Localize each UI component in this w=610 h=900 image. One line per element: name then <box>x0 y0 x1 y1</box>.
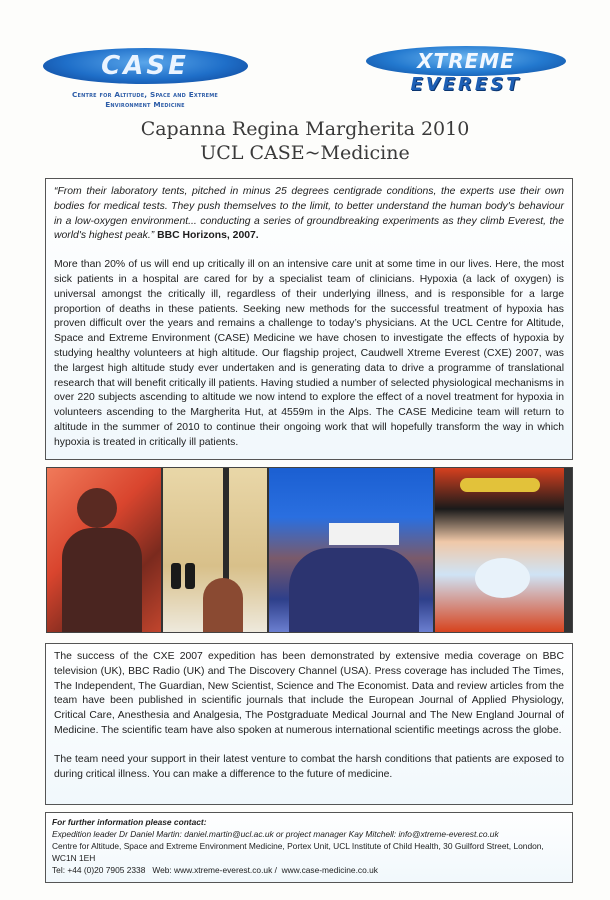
contact-tel-web: Tel: +44 (0)20 7905 2338 Web: www.xtreme-everest.co.uk / www.case-medicine.co.uk <box>52 865 378 875</box>
quote-source: BBC Horizons, 2007. <box>157 230 259 242</box>
case-subtitle-line2: Environment Medicine <box>105 100 185 109</box>
case-subtitle-line1: Centre for Altitude, Space and Extreme <box>71 90 219 99</box>
media-box <box>45 643 573 805</box>
title-line2: UCL CASE~Medicine <box>200 142 410 164</box>
xtreme-wordmark: XTREME <box>417 49 515 73</box>
photo-researcher-in-tent <box>47 468 161 632</box>
xtreme-everest-logo <box>362 46 570 95</box>
contact-heading: For further information please contact: <box>52 817 207 827</box>
contact-box <box>45 812 573 883</box>
photo-lab-sample-tubes <box>163 468 267 632</box>
intro-box <box>45 178 573 460</box>
photo-climber-oxygen-mask <box>435 468 564 632</box>
photo-summit-team-banner <box>269 468 433 632</box>
intro-body: More than 20% of us will end up critically ill on an intensive care unit at some time in our lives. Here, the most sick patients in a hospital are cared for by a specialist team of clinicians. Hypoxia (a lack of oxygen) is universal amongst the critically ill, regardless of their underlying illness, and is responsible for a large proportion of deaths in these patients. Seeking new methods for the successful treatment of hypoxia has proven difficult over the years and remains a challenge to today’s physicians. At the UCL Centre for Altitude, Space and Extreme Environment (CASE) Medicine we have chosen to investigate the effects of hypoxia by studying healthy volunteers at high altitude. Our flagship project, Caudwell Xtreme Everest (CXE) 2007, was the largest high altitude study ever undertaken and is generating data to drive a programme of translational research that will benefit critically ill patients. Having studied a number of selected physiological mechanisms in over 220 subjects ascending to altitude we now intend to explore the effect of a novel treatment for hypoxia in volunteers ascending to the Margherita Hut, at 4559m in the Alps. The CASE Medicine team will return to altitude in the summer of 2010 to continue their ongoing work that will hopefully transform the way in which hypoxia is treated in critically ill patients. <box>54 259 564 448</box>
everest-wordmark: EVEREST <box>410 74 522 95</box>
case-logo <box>40 48 250 110</box>
case-logo-subtitle <box>40 90 250 110</box>
photo-strip <box>46 467 573 633</box>
media-paragraph: The success of the CXE 2007 expedition has been demonstrated by extensive media coverage on BBC television (UK), BBC Radio (UK) and The Discovery Channel (USA). Press coverage has included The Times, The Independent, The Guardian, New Scientist, Science and The Economist. Data and review articles from the team have been published in scientific journals that include the European Journal of Applied Physiology, Critical Care, Anesthesia and Analgesia, The Postgraduate Medical Journal and The New England Journal of Medicine. The scientific team have also spoken at numerous international scientific meetings across the globe. <box>54 651 564 736</box>
xtreme-logo-oval <box>366 46 566 76</box>
quote-text: “From their laboratory tents, pitched in minus 25 degrees centigrade conditions, the experts use their own bodies for medical tests. They push themselves to the limit, to better understand the human body's behaviour in a low-oxygen environment... conducting a series of groundbreaking experiments as they climb Everest, the world's highest peak.” <box>54 186 564 242</box>
page-title <box>0 117 610 165</box>
bbc-quote <box>54 185 564 244</box>
case-logo-oval <box>43 48 248 84</box>
case-wordmark: CASE <box>101 51 189 81</box>
contact-address: Centre for Altitude, Space and Extreme Environment Medicine, Portex Unit, UCL Institute of Child Health, 30 Guilford Street, London, WC1N 1EH <box>52 841 544 863</box>
contact-leaders: Expedition leader Dr Daniel Martin: daniel.martin@ucl.ac.uk or project manager Kay Mitchell: info@xtreme-everest.co.uk <box>52 829 499 839</box>
title-line1: Capanna Regina Margherita 2010 <box>140 118 470 140</box>
support-paragraph: The team need your support in their latest venture to combat the harsh conditions that patients are exposed to during critical illness. You can make a difference to the future of medicine. <box>54 753 564 780</box>
